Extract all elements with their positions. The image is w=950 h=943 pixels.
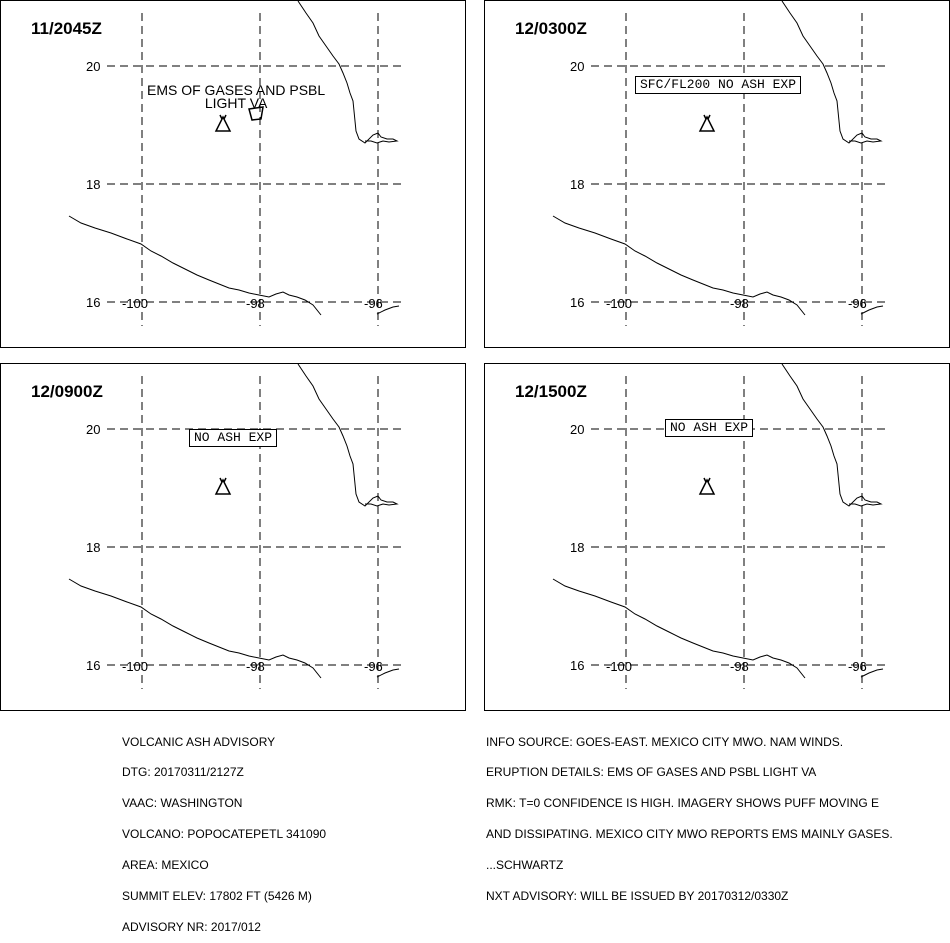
map-panel — [484, 0, 950, 348]
ash-forecast-message: NO ASH EXP — [189, 429, 277, 447]
panel-time-label: 11/2045Z — [31, 19, 102, 38]
volcano-icon — [700, 115, 714, 131]
panel-time-label: 12/0300Z — [515, 19, 587, 38]
message-line: LIGHT VA — [204, 95, 268, 111]
map-canvas — [485, 364, 950, 712]
advisory-footer-right — [486, 716, 893, 912]
footer-line: ...SCHWARTZ — [486, 858, 564, 873]
map-panel — [0, 0, 466, 348]
volcano-icon — [216, 115, 230, 131]
ash-observation-message — [147, 84, 325, 110]
longitude-label: -98 — [246, 296, 265, 311]
latitude-label: 16 — [86, 295, 101, 310]
ash-forecast-message: SFC/FL200 NO ASH EXP — [635, 76, 801, 94]
coastline — [298, 364, 397, 506]
footer-line: DTG: 20170311/2127Z — [122, 765, 244, 780]
coastline — [553, 216, 805, 315]
coastline — [298, 1, 397, 143]
longitude-label: -96 — [848, 296, 867, 311]
map-panel — [484, 363, 950, 711]
longitude-label: -98 — [246, 659, 265, 674]
message-line: EMS OF GASES AND PSBL — [147, 82, 326, 98]
longitude-label: -98 — [730, 296, 749, 311]
map-canvas — [485, 1, 950, 349]
longitude-label: -96 — [364, 659, 383, 674]
footer-line: VOLCANO: POPOCATEPETL 341090 — [122, 827, 327, 842]
footer-line: AREA: MEXICO — [122, 858, 209, 873]
map-canvas — [1, 364, 467, 712]
footer-line: ERUPTION DETAILS: EMS OF GASES AND PSBL LIGHT VA — [486, 765, 817, 780]
longitude-label: -96 — [848, 659, 867, 674]
longitude-label: -98 — [730, 659, 749, 674]
longitude-label: -100 — [122, 659, 149, 674]
latitude-label: 18 — [570, 177, 585, 192]
latitude-label: 18 — [570, 540, 585, 555]
map-canvas — [1, 1, 467, 349]
latitude-label: 16 — [570, 295, 585, 310]
coastline — [69, 579, 321, 678]
latitude-label: 16 — [570, 658, 585, 673]
coastline — [782, 1, 881, 143]
footer-line: VAAC: WASHINGTON — [122, 796, 243, 811]
footer-line: NXT ADVISORY: WILL BE ISSUED BY 20170312/0330Z — [486, 889, 789, 904]
latitude-label: 20 — [570, 422, 585, 437]
coastline — [553, 579, 805, 678]
longitude-label: -100 — [606, 659, 633, 674]
volcano-icon — [700, 478, 714, 494]
footer-line: ADVISORY NR: 2017/012 — [122, 919, 261, 934]
latitude-label: 18 — [86, 540, 101, 555]
coastline — [69, 216, 321, 315]
longitude-label: -100 — [122, 296, 149, 311]
footer-line: INFO SOURCE: GOES-EAST. MEXICO CITY MWO. NAM WINDS. — [486, 734, 844, 749]
panel-time-label: 12/1500Z — [515, 382, 587, 401]
longitude-label: -96 — [364, 296, 383, 311]
panel-time-label: 12/0900Z — [31, 382, 103, 401]
volcano-icon — [216, 478, 230, 494]
longitude-label: -100 — [606, 296, 633, 311]
latitude-label: 18 — [86, 177, 101, 192]
map-panel — [0, 363, 466, 711]
ash-forecast-message: NO ASH EXP — [665, 419, 753, 437]
footer-line: RMK: T=0 CONFIDENCE IS HIGH. IMAGERY SHOWS PUFF MOVING E — [486, 796, 880, 811]
footer-line: AND DISSIPATING. MEXICO CITY MWO REPORTS EMS MAINLY GASES. — [486, 827, 893, 842]
latitude-label: 20 — [86, 422, 101, 437]
latitude-label: 20 — [86, 59, 101, 74]
footer-line: SUMMIT ELEV: 17802 FT (5426 M) — [122, 889, 312, 904]
coastline — [782, 364, 881, 506]
advisory-footer-left — [122, 716, 326, 943]
latitude-label: 20 — [570, 59, 585, 74]
latitude-label: 16 — [86, 658, 101, 673]
footer-line: VOLCANIC ASH ADVISORY — [122, 734, 276, 749]
